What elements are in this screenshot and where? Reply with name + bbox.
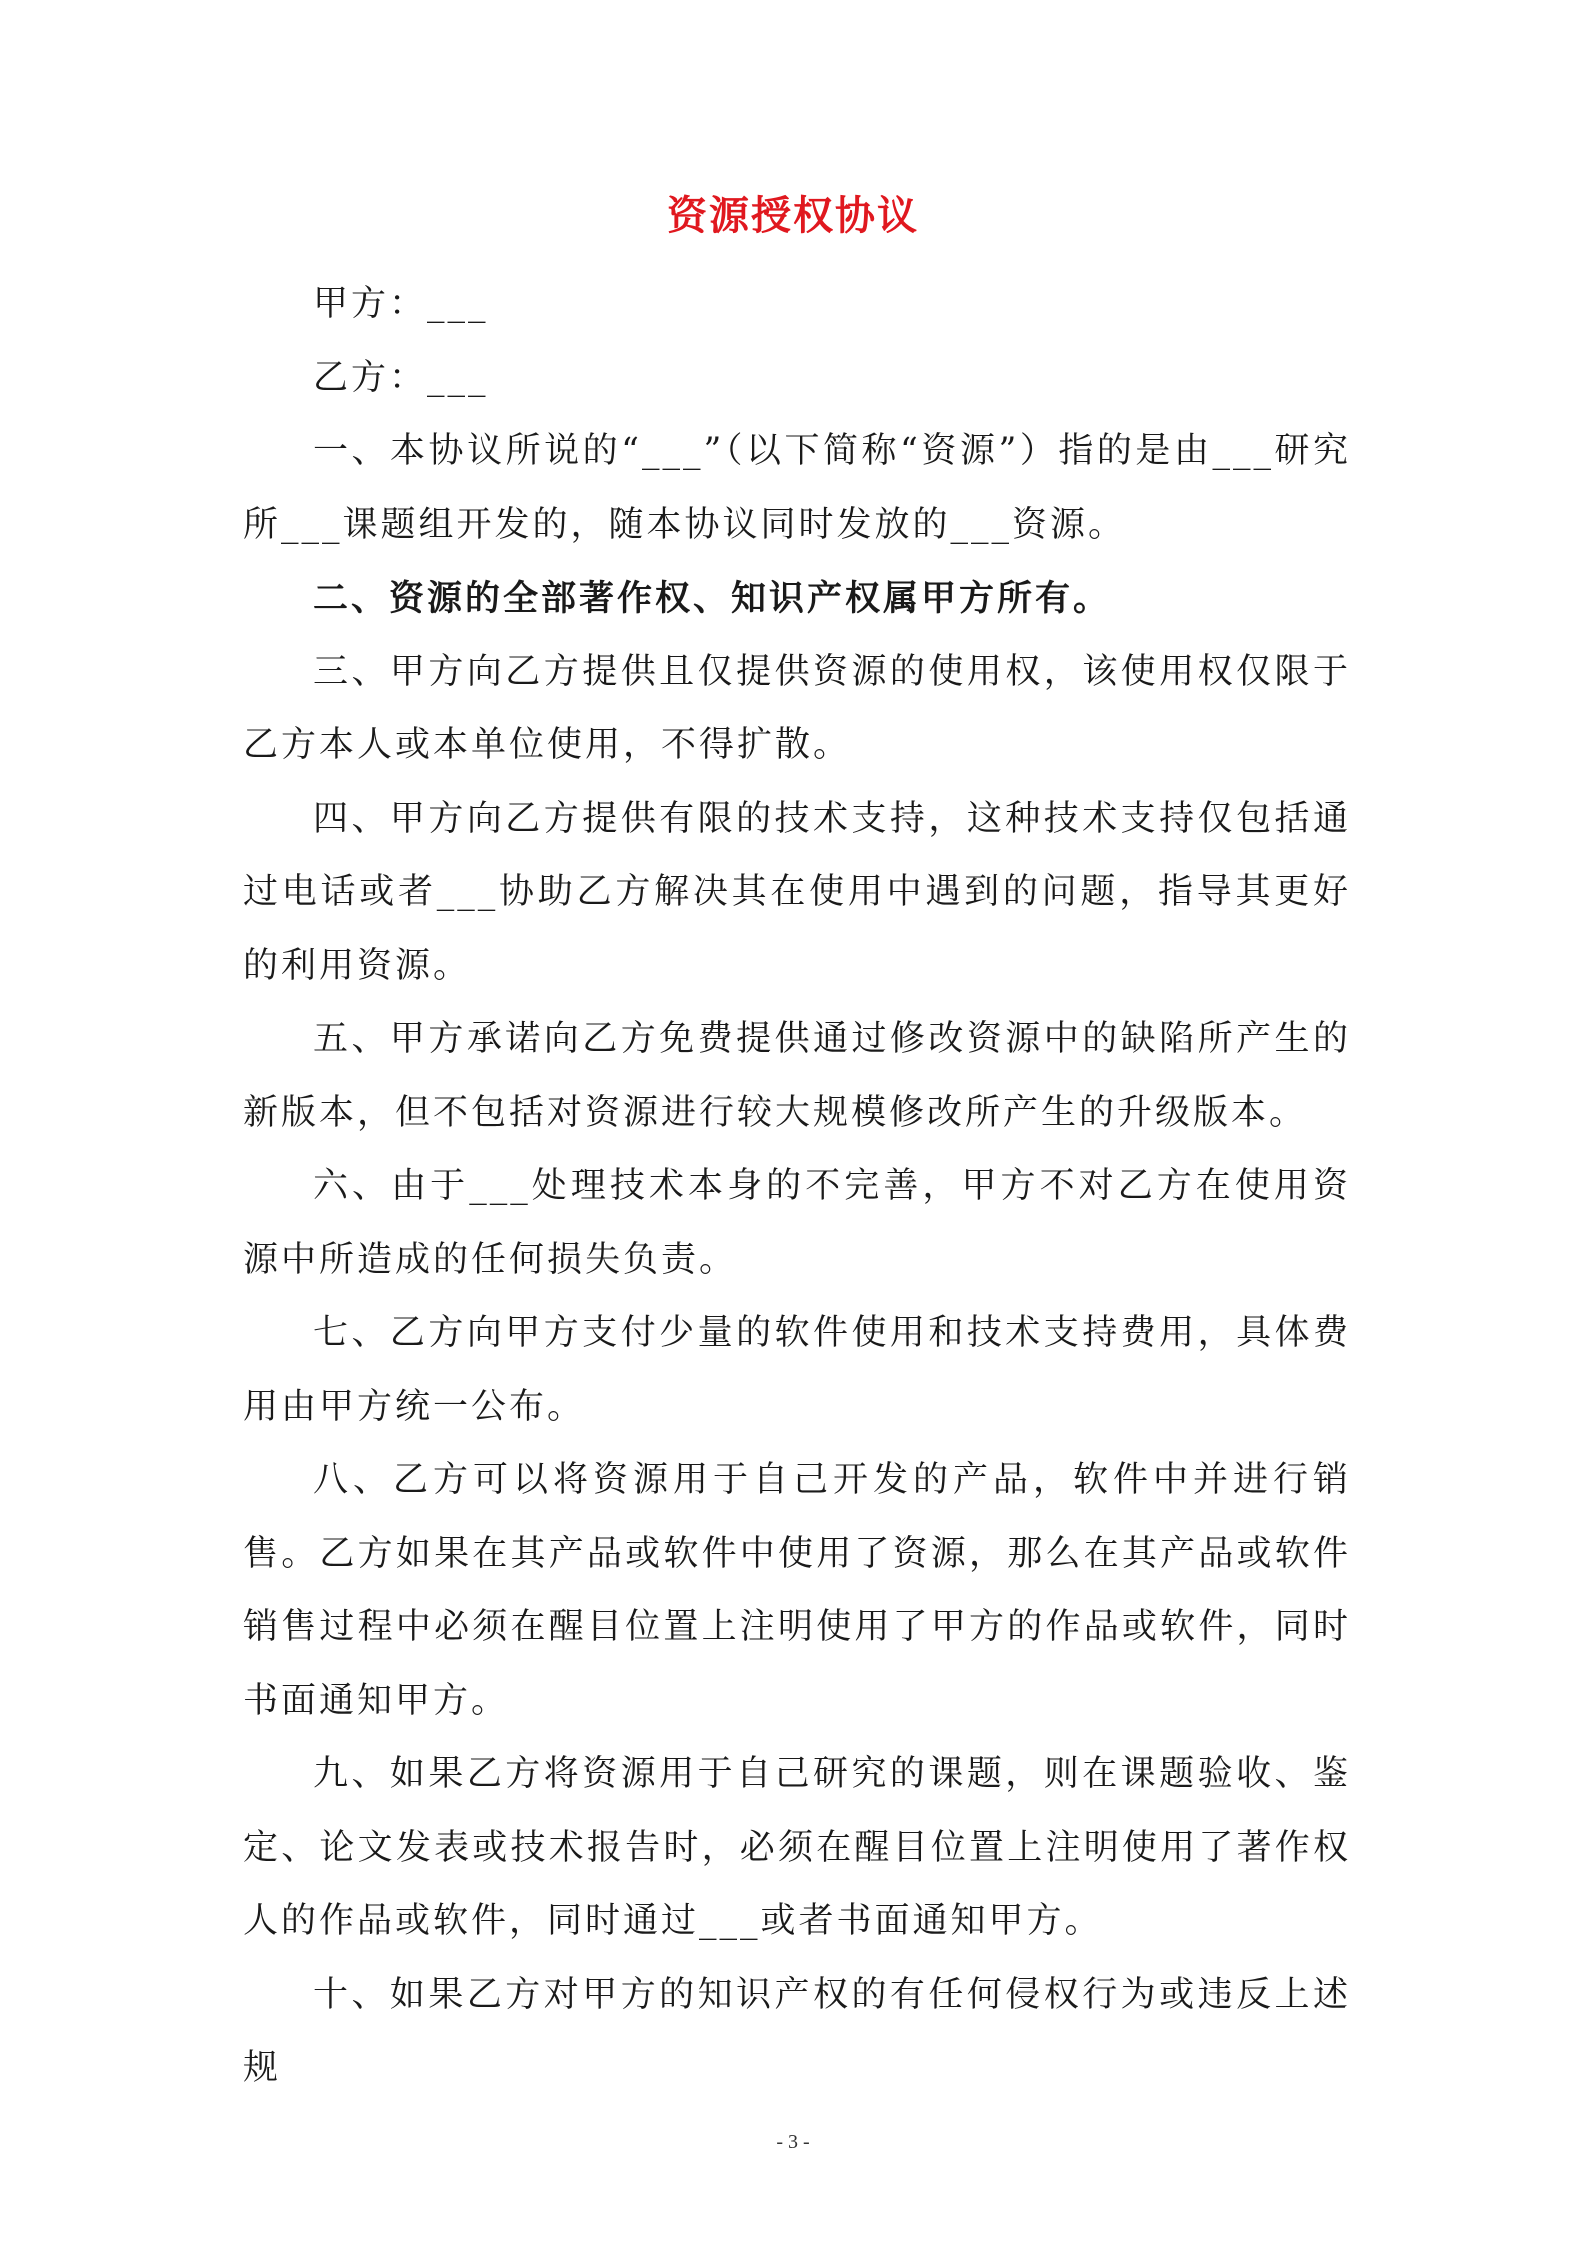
document-body (243, 268, 1351, 2106)
party-a-line: 甲方：___ (313, 284, 489, 324)
clause-3: 三、甲方向乙方提供且仅提供资源的使用权，该使用权仅限于乙方本人或本单位使用，不得扩散。 (243, 651, 1351, 765)
document-title: 资源授权协议 (667, 192, 919, 239)
clause-6: 六、由于___处理技术本身的不完善，甲方不对乙方在使用资源中所造成的任何损失负责。 (243, 1166, 1351, 1280)
clause-9: 九、如果乙方将资源用于自己研究的课题，则在课题验收、鉴定、论文发表或技术报告时，必须在醒目位置上注明使用了著作权人的作品或软件，同时通过___或者书面通知甲方。 (243, 1754, 1351, 1941)
clause-5: 五、甲方承诺向乙方免费提供通过修改资源中的缺陷所产生的新版本，但不包括对资源进行较大规模修改所产生的升级版本。 (243, 1019, 1351, 1133)
clause-2: 二、资源的全部著作权、知识产权属甲方所有。 (313, 578, 1112, 619)
clause-1: 一、本协议所说的“___”（以下简称“资源”）指的是由___研究所___课题组开发的，随本协议同时发放的___资源。 (243, 431, 1351, 545)
party-b-line: 乙方：___ (313, 357, 489, 398)
clause-8: 八、乙方可以将资源用于自己开发的产品，软件中并进行销售。乙方如果在其产品或软件中使用了资源，那么在其产品或软件销售过程中必须在醒目位置上注明使用了甲方的作品或软件，同时书面通知甲方。 (243, 1460, 1351, 1721)
clause-10: 十、如果乙方对甲方的知识产权的有任何侵权行为或违反上述规 (243, 1974, 1351, 2088)
clause-7: 七、乙方向甲方支付少量的软件使用和技术支持费用，具体费用由甲方统一公布。 (243, 1313, 1351, 1427)
clause-4: 四、甲方向乙方提供有限的技术支持，这种技术支持仅包括通过电话或者___协助乙方解决其在使用中遇到的问题，指导其更好的利用资源。 (243, 798, 1351, 986)
page-number: - 3 - (776, 2131, 810, 2153)
